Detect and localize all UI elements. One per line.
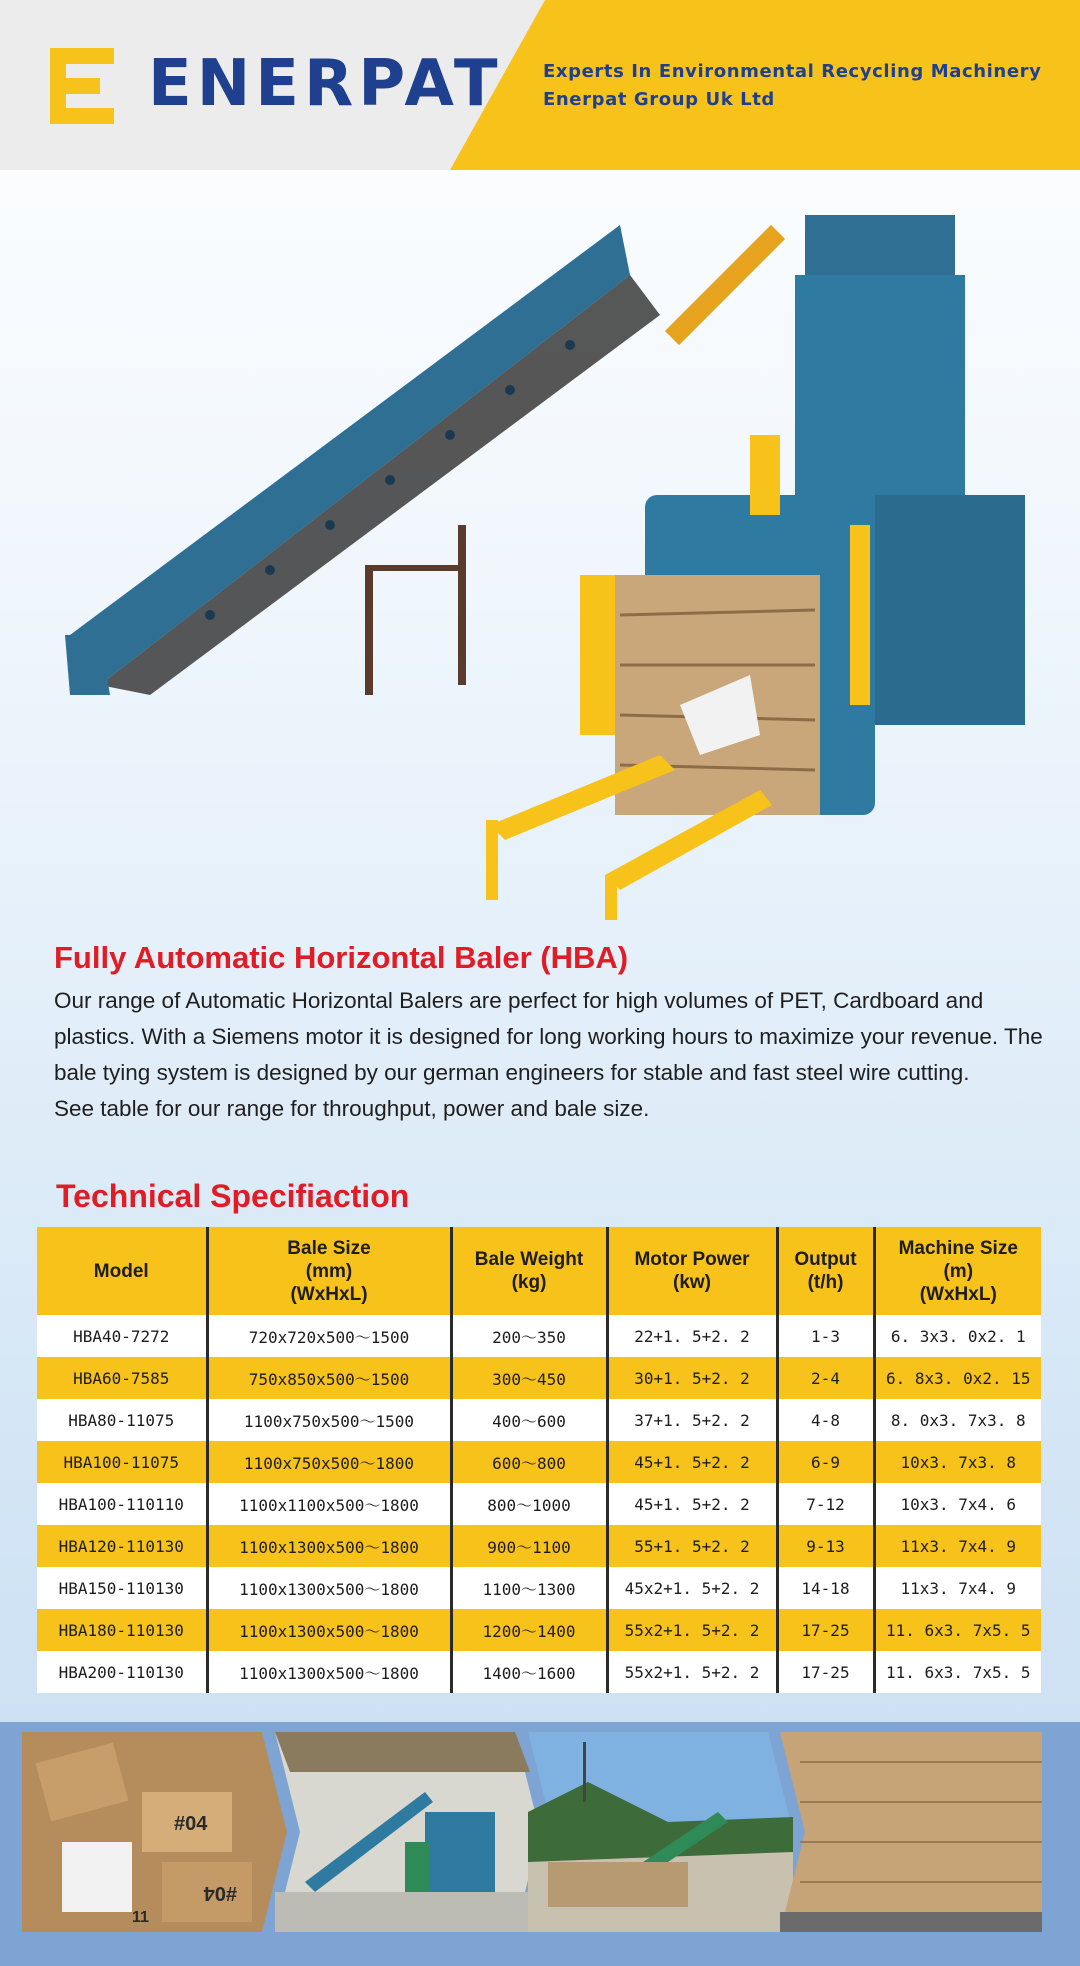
cell-output: 17-25 bbox=[777, 1651, 874, 1693]
cell-bale-weight: 1400～1600 bbox=[451, 1651, 607, 1693]
cell-machine-size: 11. 6x3. 7x5. 5 bbox=[874, 1609, 1041, 1651]
box-label-2: #04 bbox=[203, 1882, 237, 1904]
table-row bbox=[37, 1399, 1041, 1441]
factory-baler-photo bbox=[275, 1732, 540, 1932]
cell-model: HBA180-110130 bbox=[37, 1609, 207, 1651]
product-note: See table for our range for throughput, power and bale size. bbox=[54, 1096, 650, 1121]
cell-bale-weight: 800～1000 bbox=[451, 1483, 607, 1525]
cell-bale-size: 1100x750x500～1500 bbox=[207, 1399, 451, 1441]
cell-motor-power: 45x2+1. 5+2. 2 bbox=[607, 1567, 777, 1609]
cell-machine-size: 11. 6x3. 7x5. 5 bbox=[874, 1651, 1041, 1693]
box-label-3: 11 bbox=[132, 1909, 149, 1926]
cell-output: 1-3 bbox=[777, 1315, 874, 1357]
tagline-line-2: Enerpat Group Uk Ltd bbox=[543, 89, 775, 110]
cell-model: HBA100-11075 bbox=[37, 1441, 207, 1483]
table-row bbox=[37, 1609, 1041, 1651]
photo-strip bbox=[0, 1722, 1080, 1966]
cardboard-bales-photo bbox=[780, 1732, 1042, 1932]
box-label-1: #04 bbox=[174, 1813, 208, 1835]
cell-model: HBA80-11075 bbox=[37, 1399, 207, 1441]
cell-machine-size: 11x3. 7x4. 9 bbox=[874, 1567, 1041, 1609]
spec-header-bale-weight: Bale Weight (kg) bbox=[451, 1227, 607, 1315]
cell-machine-size: 10x3. 7x4. 6 bbox=[874, 1483, 1041, 1525]
table-row bbox=[37, 1483, 1041, 1525]
cell-machine-size: 6. 3x3. 0x2. 1 bbox=[874, 1315, 1041, 1357]
cell-motor-power: 45+1. 5+2. 2 bbox=[607, 1441, 777, 1483]
cell-machine-size: 10x3. 7x3. 8 bbox=[874, 1441, 1041, 1483]
cell-model: HBA40-7272 bbox=[37, 1315, 207, 1357]
spec-header-output: Output (t/h) bbox=[777, 1227, 874, 1315]
header-tagline bbox=[543, 58, 1041, 114]
cell-output: 14-18 bbox=[777, 1567, 874, 1609]
cell-bale-weight: 300～450 bbox=[451, 1357, 607, 1399]
cell-motor-power: 55x2+1. 5+2. 2 bbox=[607, 1651, 777, 1693]
baler-machine-illustration bbox=[60, 195, 1040, 925]
product-title: Fully Automatic Horizontal Baler (HBA) bbox=[54, 940, 629, 975]
cell-motor-power: 45+1. 5+2. 2 bbox=[607, 1483, 777, 1525]
cell-bale-weight: 1200～1400 bbox=[451, 1609, 607, 1651]
cell-bale-size: 1100x1300x500～1800 bbox=[207, 1567, 451, 1609]
cell-machine-size: 11x3. 7x4. 9 bbox=[874, 1525, 1041, 1567]
cell-bale-size: 1100x1300x500～1800 bbox=[207, 1525, 451, 1567]
cell-motor-power: 37+1. 5+2. 2 bbox=[607, 1399, 777, 1441]
spec-header-model: Model bbox=[37, 1227, 207, 1315]
product-description bbox=[54, 983, 1054, 1127]
cell-machine-size: 6. 8x3. 0x2. 15 bbox=[874, 1357, 1041, 1399]
outdoor-recycling-photo bbox=[528, 1732, 793, 1932]
cell-motor-power: 55x2+1. 5+2. 2 bbox=[607, 1609, 777, 1651]
spec-title: Technical Specifiaction bbox=[56, 1178, 410, 1214]
cell-bale-size: 1100x1300x500～1800 bbox=[207, 1609, 451, 1651]
cell-model: HBA100-110110 bbox=[37, 1483, 207, 1525]
cell-model: HBA120-110130 bbox=[37, 1525, 207, 1567]
cardboard-boxes-photo bbox=[22, 1732, 287, 1932]
cell-output: 6-9 bbox=[777, 1441, 874, 1483]
cell-model: HBA60-7585 bbox=[37, 1357, 207, 1399]
cell-bale-size: 1100x1100x500～1800 bbox=[207, 1483, 451, 1525]
table-row bbox=[37, 1357, 1041, 1399]
cell-bale-weight: 900～1100 bbox=[451, 1525, 607, 1567]
spec-header-motor-power: Motor Power (kw) bbox=[607, 1227, 777, 1315]
cell-model: HBA200-110130 bbox=[37, 1651, 207, 1693]
cell-machine-size: 8. 0x3. 7x3. 8 bbox=[874, 1399, 1041, 1441]
enerpat-logo-icon bbox=[50, 48, 114, 124]
cell-output: 17-25 bbox=[777, 1609, 874, 1651]
cell-output: 9-13 bbox=[777, 1525, 874, 1567]
cell-bale-weight: 400～600 bbox=[451, 1399, 607, 1441]
cell-output: 2-4 bbox=[777, 1357, 874, 1399]
table-row bbox=[37, 1315, 1041, 1357]
cell-bale-weight: 1100～1300 bbox=[451, 1567, 607, 1609]
tagline-line-1: Experts In Environmental Recycling Machinery bbox=[543, 61, 1042, 82]
cell-output: 7-12 bbox=[777, 1483, 874, 1525]
cell-bale-size: 720x720x500～1500 bbox=[207, 1315, 451, 1357]
table-row bbox=[37, 1567, 1041, 1609]
cell-output: 4-8 bbox=[777, 1399, 874, 1441]
cell-model: HBA150-110130 bbox=[37, 1567, 207, 1609]
spec-header-machine-size: Machine Size (m) (WxHxL) bbox=[874, 1227, 1041, 1315]
spec-table-header-row bbox=[37, 1227, 1041, 1315]
cell-bale-size: 750x850x500～1500 bbox=[207, 1357, 451, 1399]
cell-motor-power: 30+1. 5+2. 2 bbox=[607, 1357, 777, 1399]
table-row bbox=[37, 1441, 1041, 1483]
cell-motor-power: 22+1. 5+2. 2 bbox=[607, 1315, 777, 1357]
spec-table bbox=[37, 1227, 1041, 1693]
spec-header-bale-size: Bale Size (mm) (WxHxL) bbox=[207, 1227, 451, 1315]
cell-motor-power: 55+1. 5+2. 2 bbox=[607, 1525, 777, 1567]
logo-text: ENERPAT bbox=[148, 47, 503, 121]
table-row bbox=[37, 1525, 1041, 1567]
cell-bale-weight: 200～350 bbox=[451, 1315, 607, 1357]
cell-bale-size: 1100x750x500～1800 bbox=[207, 1441, 451, 1483]
cell-bale-size: 1100x1300x500～1800 bbox=[207, 1651, 451, 1693]
page-header bbox=[0, 0, 1080, 170]
cell-bale-weight: 600～800 bbox=[451, 1441, 607, 1483]
product-description-text: Our range of Automatic Horizontal Balers are perfect for high volumes of PET, Cardboard and plastics. With a Siemens motor it is designed for long working hours to maximize your revenue. The bale tying system is designed by our german engineers for stable and fast steel wire cutting. bbox=[54, 988, 1043, 1085]
table-row bbox=[37, 1651, 1041, 1693]
